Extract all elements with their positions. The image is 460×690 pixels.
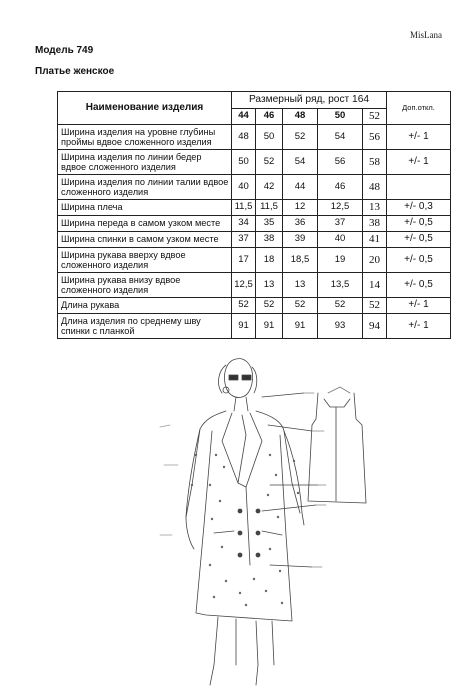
table-row: [58, 150, 451, 175]
row-value-size-52: 38: [363, 216, 387, 232]
row-value-size-48: 18,5: [283, 248, 318, 273]
row-item-name: Ширина плеча: [58, 200, 232, 216]
table-row: [58, 232, 451, 248]
row-value-size-48: 54: [283, 150, 318, 175]
row-value-size-44: 34: [232, 216, 256, 232]
row-value-size-46: 42: [256, 175, 283, 200]
table-row: [58, 200, 451, 216]
row-tolerance: +/- 1: [387, 150, 451, 175]
row-item-name: Длина изделия по среднему шву спинки с планкой: [58, 314, 232, 339]
table-body: [58, 125, 451, 339]
size-52: 52: [363, 109, 387, 125]
table-row: [58, 298, 451, 314]
row-value-size-50: 46: [318, 175, 363, 200]
header-item-name: Наименование изделия: [58, 92, 232, 125]
row-value-size-48: 36: [283, 216, 318, 232]
row-value-size-44: 91: [232, 314, 256, 339]
row-tolerance: [387, 175, 451, 200]
row-value-size-46: 52: [256, 298, 283, 314]
row-value-size-52: 48: [363, 175, 387, 200]
row-tolerance: +/- 0,5: [387, 232, 451, 248]
row-value-size-50: 12,5: [318, 200, 363, 216]
fashion-sketch: [0, 335, 460, 690]
row-value-size-48: 52: [283, 125, 318, 150]
row-value-size-50: 19: [318, 248, 363, 273]
row-value-size-44: 17: [232, 248, 256, 273]
row-value-size-46: 11,5: [256, 200, 283, 216]
row-value-size-52: 41: [363, 232, 387, 248]
row-value-size-46: 91: [256, 314, 283, 339]
table-header-row: [58, 92, 451, 109]
row-value-size-50: 93: [318, 314, 363, 339]
row-value-size-52: 13: [363, 200, 387, 216]
row-value-size-50: 52: [318, 298, 363, 314]
row-value-size-52: 56: [363, 125, 387, 150]
row-value-size-50: 40: [318, 232, 363, 248]
table-row: [58, 175, 451, 200]
brand-name: MisLana: [410, 30, 442, 40]
row-value-size-44: 37: [232, 232, 256, 248]
row-tolerance: +/- 1: [387, 125, 451, 150]
row-value-size-50: 54: [318, 125, 363, 150]
row-value-size-48: 52: [283, 298, 318, 314]
row-tolerance: +/- 0,5: [387, 273, 451, 298]
size-48: 48: [283, 109, 318, 125]
row-value-size-50: 37: [318, 216, 363, 232]
row-value-size-48: 13: [283, 273, 318, 298]
size-46: 46: [256, 109, 283, 125]
row-value-size-52: 14: [363, 273, 387, 298]
row-item-name: Ширина изделия по линии талии вдвое сложенного изделия: [58, 175, 232, 200]
row-value-size-44: 48: [232, 125, 256, 150]
size-spec-table: [57, 91, 451, 339]
table-row: [58, 273, 451, 298]
row-value-size-50: 13,5: [318, 273, 363, 298]
row-value-size-46: 38: [256, 232, 283, 248]
row-value-size-52: 52: [363, 298, 387, 314]
row-tolerance: +/- 0,5: [387, 216, 451, 232]
row-value-size-52: 58: [363, 150, 387, 175]
header-size-range: Размерный ряд, рост 164: [232, 92, 387, 109]
row-value-size-44: 12,5: [232, 273, 256, 298]
row-value-size-46: 50: [256, 125, 283, 150]
row-value-size-44: 11,5: [232, 200, 256, 216]
header-tolerance: Доп.откл.: [387, 92, 451, 125]
row-item-name: Ширина спинки в самом узком месте: [58, 232, 232, 248]
row-value-size-48: 39: [283, 232, 318, 248]
row-value-size-52: 20: [363, 248, 387, 273]
row-value-size-48: 44: [283, 175, 318, 200]
table-row: [58, 248, 451, 273]
row-item-name: Ширина рукава вверху вдвое сложенного изделия: [58, 248, 232, 273]
row-value-size-46: 13: [256, 273, 283, 298]
row-value-size-48: 12: [283, 200, 318, 216]
row-value-size-44: 50: [232, 150, 256, 175]
size-44: 44: [232, 109, 256, 125]
table-row: [58, 125, 451, 150]
row-item-name: Ширина изделия на уровне глубины проймы вдвое сложенного изделия: [58, 125, 232, 150]
row-value-size-44: 52: [232, 298, 256, 314]
row-value-size-46: 18: [256, 248, 283, 273]
row-value-size-50: 56: [318, 150, 363, 175]
table-row: [58, 216, 451, 232]
row-tolerance: +/- 0,5: [387, 248, 451, 273]
size-50: 50: [318, 109, 363, 125]
row-item-name: Ширина изделия по линии бедер вдвое сложенного изделия: [58, 150, 232, 175]
row-value-size-44: 40: [232, 175, 256, 200]
row-value-size-48: 91: [283, 314, 318, 339]
row-item-name: Ширина рукава внизу вдвое сложенного изделия: [58, 273, 232, 298]
row-value-size-46: 35: [256, 216, 283, 232]
row-item-name: Ширина переда в самом узком месте: [58, 216, 232, 232]
row-value-size-52: 94: [363, 314, 387, 339]
row-item-name: Длина рукава: [58, 298, 232, 314]
row-tolerance: +/- 0,3: [387, 200, 451, 216]
row-value-size-46: 52: [256, 150, 283, 175]
product-subtitle: Платье женское: [35, 66, 115, 77]
model-title: Модель 749: [35, 45, 94, 56]
row-tolerance: +/- 1: [387, 314, 451, 339]
dress-sketch-illustration: [0, 335, 460, 690]
row-tolerance: +/- 1: [387, 298, 451, 314]
